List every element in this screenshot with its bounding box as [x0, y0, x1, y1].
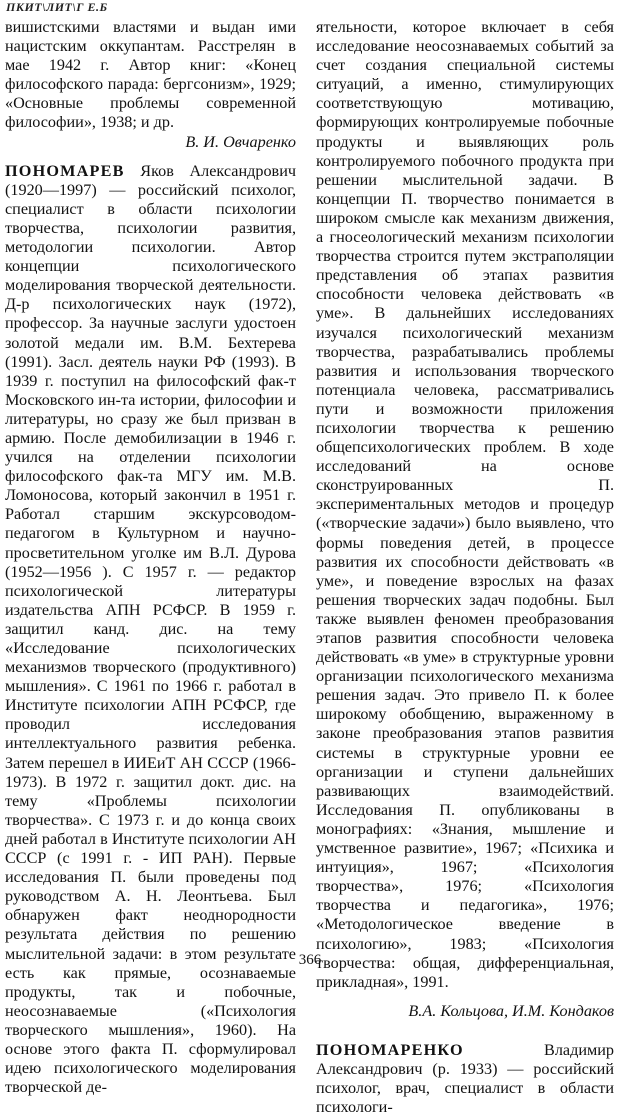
- intro-signature: В. И. Овчаренко: [185, 132, 296, 151]
- running-header: ПКИТ\ЛИТ\Г Е.Б: [6, 0, 108, 14]
- right-column: [316, 18, 614, 1117]
- entry-term: ПОНОМАРЕВ: [5, 161, 125, 180]
- spacer: [316, 992, 614, 1002]
- left-column: [5, 18, 296, 1097]
- page-number: 366: [298, 952, 322, 968]
- next-entry-term: ПОНОМАРЕНКО: [316, 1040, 464, 1059]
- spacer: [316, 1021, 614, 1041]
- entry-body: Яков Александрович (1920—1997) — российский психолог, специалист в области психологии творчества, психологии развития, методологии психологии. Автор концепции психологического моделирования творческой деятельности. Д-р психологических наук (1972), профессор. За научные заслуги удостоен золотой медали им. В.М. Бехтерева (1991). Засл. деятель науки РФ (1993). В 1939 г. поступил на философский фак-т Московского ин-та истории, философии и литературы, но сразу же был призван в армию. После демобилизации в 1946 г. учился на отделении психологии философского фак-та МГУ им. М.В. Ломоносова, который закончил в 1951 г. Работал старшим экскурсоводом-педагогом в Культурном и научно-просветительном уголке им В.Л. Дурова (1952—1956 ). С 1957 г. — редактор психологической литературы издательства АПН РСФСР. В 1959 г. защитил канд. дис. на тему «Исследование психологических механизмов творческого (продуктивного) мышления». С 1961 по 1966 г. работал в Институте психологии АПН РСФСР, где проводил исследования интеллектуального развития ребенка. Затем перешел в ИИЕиТ АН СССР (1966-1973). В 1972 г. защитил докт. дис. на тему «Проблемы психологии творчества». С 1973 г. и до конца своих дней работал в Институте психологии АН СССР (с 1991 г. - ИП РАН). Первые исследования П. были проведены под руководством А. Н. Леонтьева. Был обнаружен факт неоднородности результата действия по решению мыслительной задачи: в этом результате есть как прямые, осознаваемые продукты, так и побочные, неосознаваемые («Психология творческого мышления», 1960). На основе этого факта П. сформулировал идею психологического моделирования творческой де-: [5, 161, 296, 1097]
- spacer: [5, 152, 296, 162]
- entry-signature: В.А. Кольцова, И.М. Кондаков: [408, 1001, 614, 1020]
- intro-paragraph: вишистскими властями и выдан ими нацистским оккупантам. Расстрелян в мае 1942 г. Автор книг: «Конец философского парада: бергсонизм», 1929; «Основные проблемы современной философии», 1938; и др.: [5, 18, 296, 132]
- next-entry-body: Владимир Александрович (р. 1933) — российский психолог, врач, специалист в области психологи-: [316, 1040, 614, 1117]
- continuation-paragraph: ятельности, которое включает в себя исследование неосознаваемых событий за счет создания специальной системы ситуаций, а именно, стимулирующих соответствующую мотивацию, формирующих контролируемые побочные продукты и выявляющих роль контролируемого побочного продукта при решении мыслительной задачи. В концепции П. творчество понимается в широком смысле как механизм движения, а гносеологический механизм психологии творчества строится путем экстраполяции представления об этапах развития способности человека действовать «в уме». В дальнейших исследованиях изучался психологический механизм творчества, разрабатывались проблемы развития и использования творческого потенциала человека, рассматривались пути и возможности приложения психологии творчества к решению общепсихологических проблем. В ходе исследований на основе сконструированных П. экспериментальных методов и процедур («творческие задачи») было выявлено, что формы поведения детей, в процессе развития их способности действовать «в уме», и поведение взрослых на фазах решения творческих задач подобны. Был также выявлен феномен преобразования этапов развития способности человека действовать «в уме» в структурные уровни организации психологического механизма решения задач. Это привело П. к более широкому обобщению, выраженному в законе преобразования этапов развития системы в структурные уровни ее организации и ступени дальнейших развивающих взаимодействий. Исследования П. опубликованы в монографиях: «Знания, мышление и умственное развитие», 1967; «Психика и интуиция», 1967; «Психология творчества», 1976; «Психология творчества и педагогика», 1976; «Методологическое введение в психологию», 1983; «Психология творчества: общая, дифференциальная, прикладная», 1991.: [316, 18, 614, 991]
- entry-ponomarenko: [316, 1041, 614, 1117]
